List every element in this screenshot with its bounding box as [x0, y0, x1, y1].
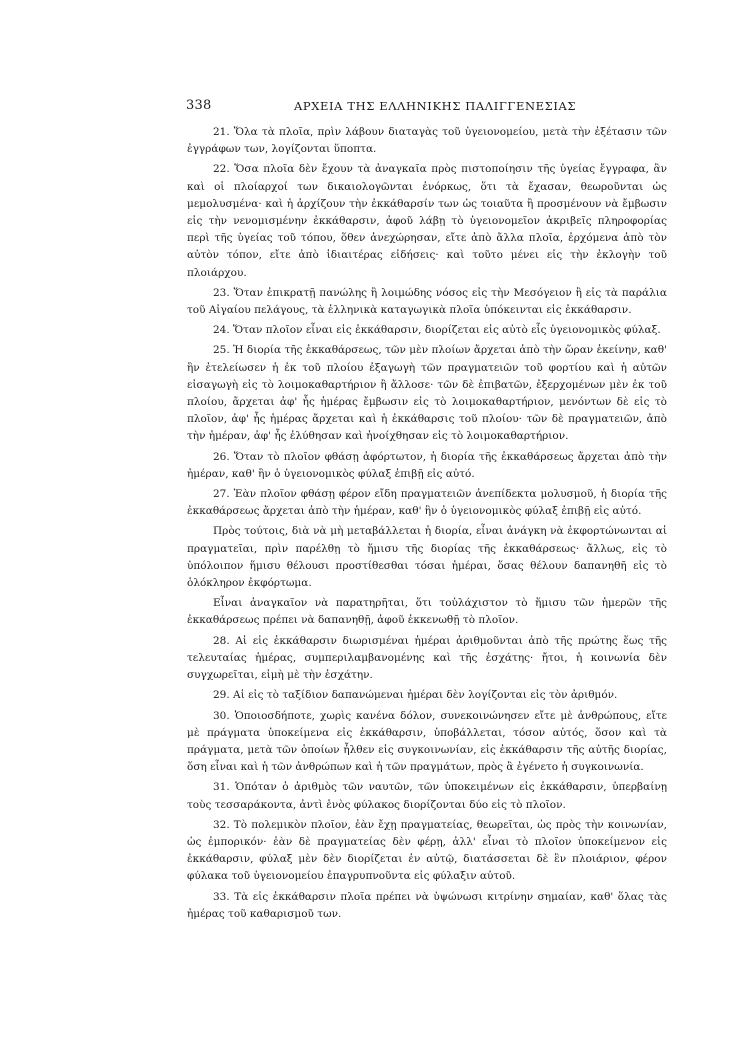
- article-33: 33. Τὰ εἰς ἐκκάθαρσιν πλοῖα πρέπει νὰ ὑψώνωσι κιτρίνην σημαίαν, καθ' ὅλας τὰς ἡμέρας τοῦ καθαρισμοῦ των.: [187, 890, 667, 920]
- article-27-continuation-1: Πρὸς τούτοις, διὰ νὰ μὴ μεταβάλλεται ἡ διορία, εἶναι ἀνάγκη νὰ ἐκφορτώνωνται αἱ πραγματεῖαι, πρὶν παρέλθῃ τὸ ἥμισυ τῆς διορίας τῆς ἐκκαθάρσεως· ἄλλως, εἰς τὸ ὑπόλοιπον ἥμισυ θέλουσι προστίθεσθαι τόσαι ἡμέραι, ὅσας θέλουν δαπανηθῆ εἰς τὸ ὁλόκληρον ἐκφόρτωμα.: [187, 525, 667, 590]
- article-26: 26. Ὅταν τὸ πλοῖον φθάσῃ ἀφόρτωτον, ἡ διορία τῆς ἐκκαθάρσεως ἄρχεται ἀπὸ τὴν ἡμέραν, καθ' ἣν ὁ ὑγειονομικὸς φύλαξ ἐπιβῇ εἰς αὐτό.: [187, 450, 667, 480]
- article-21: 21. Ὅλα τὰ πλοῖα, πρὶν λάβουν διαταγὰς τοῦ ὑγειονομείου, μετὰ τὴν ἐξέτασιν τῶν ἐγγράφων των, λογίζονται ὕποπτα.: [187, 126, 667, 156]
- article-23: 23. Ὅταν ἐπικρατῇ πανώλης ἢ λοιμώδης νόσος εἰς τὴν Μεσόγειον ἢ εἰς τὰ παράλια τοῦ Αἰγαίου πελάγους, τὰ ἑλληνικὰ καταγωγικὰ πλοῖα ὑπόκεινται εἰς ἐκκάθαρσιν.: [187, 286, 667, 317]
- running-header-title: ΑΡΧΕΙΑ ΤΗΣ ΕΛΛΗΝΙΚΗΣ ΠΑΛΙΓΓΕΝΕΣΙΑΣ: [294, 99, 577, 113]
- page-number: 338: [186, 98, 212, 113]
- article-28: 28. Αἱ εἰς ἐκκάθαρσιν διωρισμέναι ἡμέραι ἀριθμοῦνται ἀπὸ τῆς πρώτης ἕως τῆς τελευταίας ἡμέρας, συμπεριλαμβανομένης καὶ τῆς ἐσχάτης· ἤτοι, ἡ κοινωνία δὲν συγχωρεῖται, εἰμὴ μὲ τὴν ἐσχάτην.: [187, 634, 667, 682]
- article-30: 30. Ὁποιοσδήποτε, χωρὶς κανένα δόλον, συνεκοινώνησεν εἴτε μὲ ἀνθρώπους, εἴτε μὲ πράγματα ὑποκείμενα εἰς ἐκκάθαρσιν, ὑποβάλλεται, τόσον αὐτός, ὅσον καὶ τὰ πράγματα, μετὰ τῶν ὁποίων ἦλθεν εἰς συγκοινωνίαν, εἰς ἐκκάθαρσιν τῆς αὐτῆς διορίας, ὅση εἶναι καὶ ἡ τῶν ἀνθρώπων καὶ ἡ τῶν πραγμάτων, πρὸς ἃ ἐγένετο ἡ συγκοινωνία.: [187, 709, 667, 774]
- article-22: 22. Ὅσα πλοῖα δὲν ἔχουν τὰ ἀναγκαῖα πρὸς πιστοποίησιν τῆς ὑγείας ἔγγραφα, ἂν καὶ οἱ πλοίαρχοί των δικαιολογῶνται ἐνόρκως, ὅτι τὰ ἔχασαν, θεωροῦνται ὡς μεμολυσμένα· καὶ ἡ ἀρχίζουν τὴν ἐκκάθαρσίν των ὡς τοιαῦτα ἢ προσμένουν νὰ ἔμβωσιν εἰς τὴν νενομισμένην ἐκκάθαρσιν, ἀφοῦ λάβῃ τὸ ὑγειονομεῖον ἀκριβεῖς πληροφορίας περὶ τῆς ὑγείας τοῦ τόπου, ὅθεν ἀνεχώρησαν, εἴτε ἀπὸ ἄλλα πλοῖα, ἐρχόμενα ἀπὸ τὸν αὐτὸν τόπον, εἴτε ἀπὸ ἰδιαιτέρας εἰδήσεις· καὶ τοῦτο μένει εἰς τὴν ἐκλογὴν τοῦ πλοιάρχου.: [187, 163, 667, 279]
- body-text: [187, 124, 667, 926]
- article-31: 31. Ὁπόταν ὁ ἀριθμὸς τῶν ναυτῶν, τῶν ὑποκειμένων εἰς ἐκκάθαρσιν, ὑπερβαίνῃ τοὺς τεσσαράκοντα, ἀντὶ ἑνὸς φύλακος διορίζονται δύο εἰς τὸ πλοῖον.: [187, 781, 667, 811]
- article-29: 29. Αἱ εἰς τὸ ταξίδιον δαπανώμεναι ἡμέραι δὲν λογίζονται εἰς τὸν ἀριθμόν.: [213, 689, 618, 702]
- article-32: 32. Τὸ πολεμικὸν πλοῖον, ἐὰν ἔχῃ πραγματείας, θεωρεῖται, ὡς πρὸς τὴν κοινωνίαν, ὡς ἐμπορικόν· ἐὰν δὲ πραγματείας δὲν φέρῃ, ἀλλ' εἶναι τὸ πλοῖον ὑποκείμενον εἰς ἐκκάθαρσιν, φύλαξ μὲν δὲν διορίζεται ἐν αὐτῷ, διατάσσεται δὲ ἓν πλοιάριον, φέρον φύλακα τοῦ ὑγειονομείου ἐπαγρυπνοῦντα εἰς φύλαξιν αὐτοῦ.: [187, 818, 667, 883]
- article-25: 25. Ἡ διορία τῆς ἐκκαθάρσεως, τῶν μὲν πλοίων ἄρχεται ἀπὸ τὴν ὥραν ἐκείνην, καθ' ἣν ἐτελείωσεν ἡ ἐκ τοῦ πλοίου ἐξαγωγὴ τῶν πραγματειῶν τοῦ φορτίου καὶ ἡ αὐτῶν εἰσαγωγὴ εἰς τὸ λοιμοκαθαρτήριον ἢ ἄλλοσε· τῶν δὲ ἐπιβατῶν, ἐξερχομένων μὲν ἐκ τοῦ πλοίου, ἄρχεται ἀφ' ἧς ἡμέρας ἔμβωσιν εἰς τὸ λοιμοκαθαρτήριον, μενόντων δὲ εἰς τὸ πλοῖον, ἀφ' ἧς ἡμέρας ἄρχεται καὶ ἡ ἐκκάθαρσις τοῦ πλοίου· τῶν δὲ πραγματειῶν, ἀπὸ τὴν ἡμέραν, ἀφ' ἧς ἐλύθησαν καὶ ἠνοίχθησαν εἰς τὸ λοιμοκαθαρτήριον.: [187, 344, 667, 443]
- article-27-continuation-2: Εἶναι ἀναγκαῖον νὰ παρατηρῆται, ὅτι τοὐλάχιστον τὸ ἥμισυ τῶν ἡμερῶν τῆς ἐκκαθάρσεως πρέπει νὰ δαπανηθῇ, ἀφοῦ ἐκκενωθῇ τὸ πλοῖον.: [187, 597, 667, 627]
- article-27: 27. Ἐὰν πλοῖον φθάσῃ φέρον εἴδη πραγματειῶν ἀνεπίδεκτα μολυσμοῦ, ἡ διορία τῆς ἐκκαθάρσεως ἄρχεται ἀπὸ τὴν ἡμέραν, καθ' ἣν ὁ ὑγειονομικὸς φύλαξ ἐπιβῇ εἰς αὐτό.: [187, 488, 667, 518]
- article-24: 24. Ὅταν πλοῖον εἶναι εἰς ἐκκάθαρσιν, διορίζεται εἰς αὐτὸ εἷς ὑγειονομικὸς φύλαξ.: [213, 324, 661, 337]
